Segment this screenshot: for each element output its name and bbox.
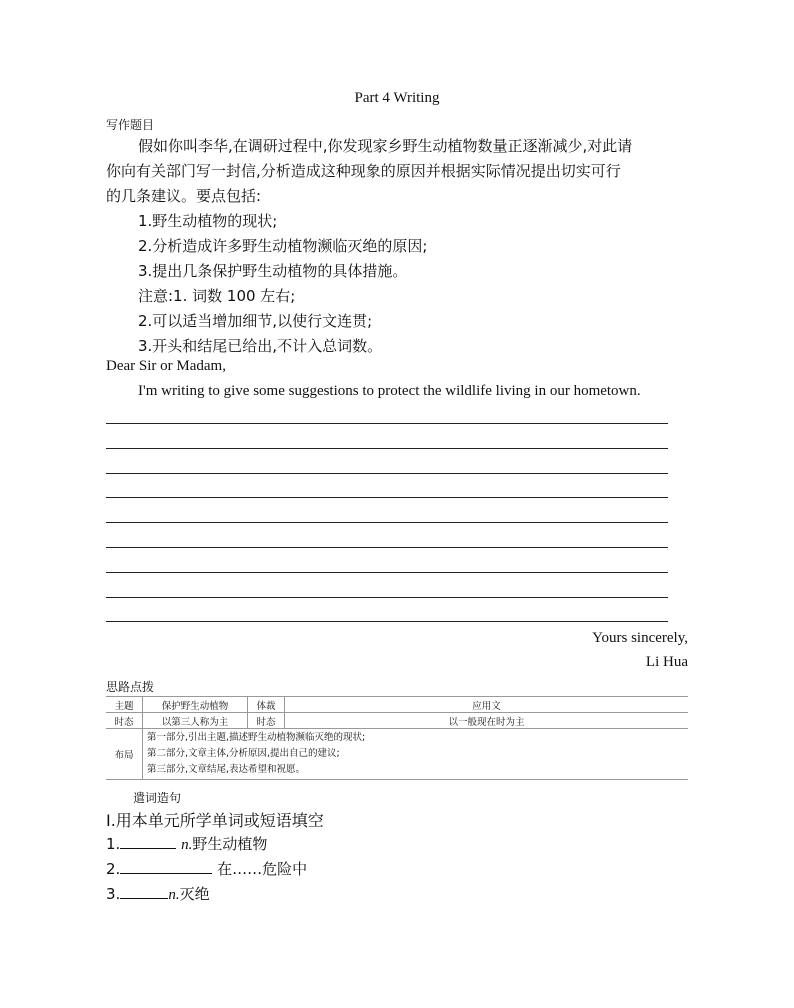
vocab-heading: 遣词造句 (133, 791, 182, 805)
guide-heading: 思路点拨 (106, 680, 155, 694)
table-cell: 时态 (248, 713, 285, 729)
task-heading: 写作题目 (106, 118, 155, 132)
signature: Li Hua (645, 654, 688, 670)
item-text: 在……危险中 (217, 860, 308, 878)
table-cell: 时态 (106, 713, 143, 729)
prompt-line-1: 假如你叫李华,在调研过程中,你发现家乡野生动植物数量正逐渐减少,对此请 (138, 137, 633, 155)
answer-line[interactable] (106, 597, 668, 598)
page-title: Part 4 Writing (354, 90, 440, 106)
item-text: 灭绝 (179, 885, 210, 903)
table-cell: 体裁 (248, 697, 285, 713)
guide-table (106, 696, 688, 780)
answer-line[interactable] (106, 497, 668, 498)
note-3: 3.开头和结尾已给出,不计入总词数。 (138, 337, 383, 355)
layout-line-1: 第一部分,引出主题,描述野生动植物濒临灭绝的现状; (147, 732, 366, 743)
answer-line[interactable] (106, 572, 668, 573)
table-cell: 以一般现在时为主 (285, 713, 689, 729)
fill-item-3 (106, 883, 210, 904)
table-row (106, 697, 688, 713)
point-3: 3.提出几条保护野生动植物的具体措施。 (138, 262, 408, 280)
answer-line[interactable] (106, 547, 668, 548)
prompt-line-3: 的几条建议。要点包括: (106, 187, 262, 205)
table-cell: 以第三人称为主 (143, 713, 248, 729)
fill-item-1 (106, 833, 267, 854)
point-1: 1.野生动植物的现状; (138, 212, 278, 230)
table-cell: 布局 (106, 729, 143, 780)
answer-blank[interactable] (120, 859, 212, 874)
point-2: 2.分析造成许多野生动植物濒临灭绝的原因; (138, 237, 428, 255)
closing: Yours sincerely, (592, 630, 688, 646)
note-2: 2.可以适当增加细节,以使行文连贯; (138, 312, 373, 330)
answer-line[interactable] (106, 522, 668, 523)
opening-sentence: I'm writing to give some suggestions to protect the wildlife living in our hometown. (138, 383, 641, 399)
table-cell: 主题 (106, 697, 143, 713)
item-text: 野生动植物 (192, 835, 268, 853)
answer-line[interactable] (106, 473, 668, 474)
answer-line[interactable] (106, 621, 668, 622)
note-1: 注意:1. 词数 100 左右; (138, 287, 296, 305)
table-cell: 保护野生动植物 (143, 697, 248, 713)
answer-blank[interactable] (120, 884, 168, 899)
item-number: 1. (106, 835, 121, 853)
salutation: Dear Sir or Madam, (106, 358, 226, 374)
answer-line[interactable] (106, 423, 668, 424)
item-number: 3. (106, 885, 121, 903)
table-row (106, 713, 688, 729)
layout-line-3: 第三部分,文章结尾,表达希望和祝愿。 (147, 764, 306, 775)
table-cell (143, 729, 689, 780)
answer-blank[interactable] (120, 834, 176, 849)
fill-item-2 (106, 858, 307, 879)
table-cell: 应用文 (285, 697, 689, 713)
part-of-speech: n. (181, 837, 193, 853)
section-1-heading: Ⅰ.用本单元所学单词或短语填空 (106, 811, 324, 830)
layout-line-2: 第二部分,文章主体,分析原因,提出自己的建议; (147, 748, 340, 759)
table-row (106, 729, 688, 780)
item-number: 2. (106, 860, 121, 878)
prompt-line-2: 你向有关部门写一封信,分析造成这种现象的原因并根据实际情况提出切实可行 (106, 162, 621, 180)
answer-line[interactable] (106, 448, 668, 449)
part-of-speech: n. (168, 887, 180, 903)
